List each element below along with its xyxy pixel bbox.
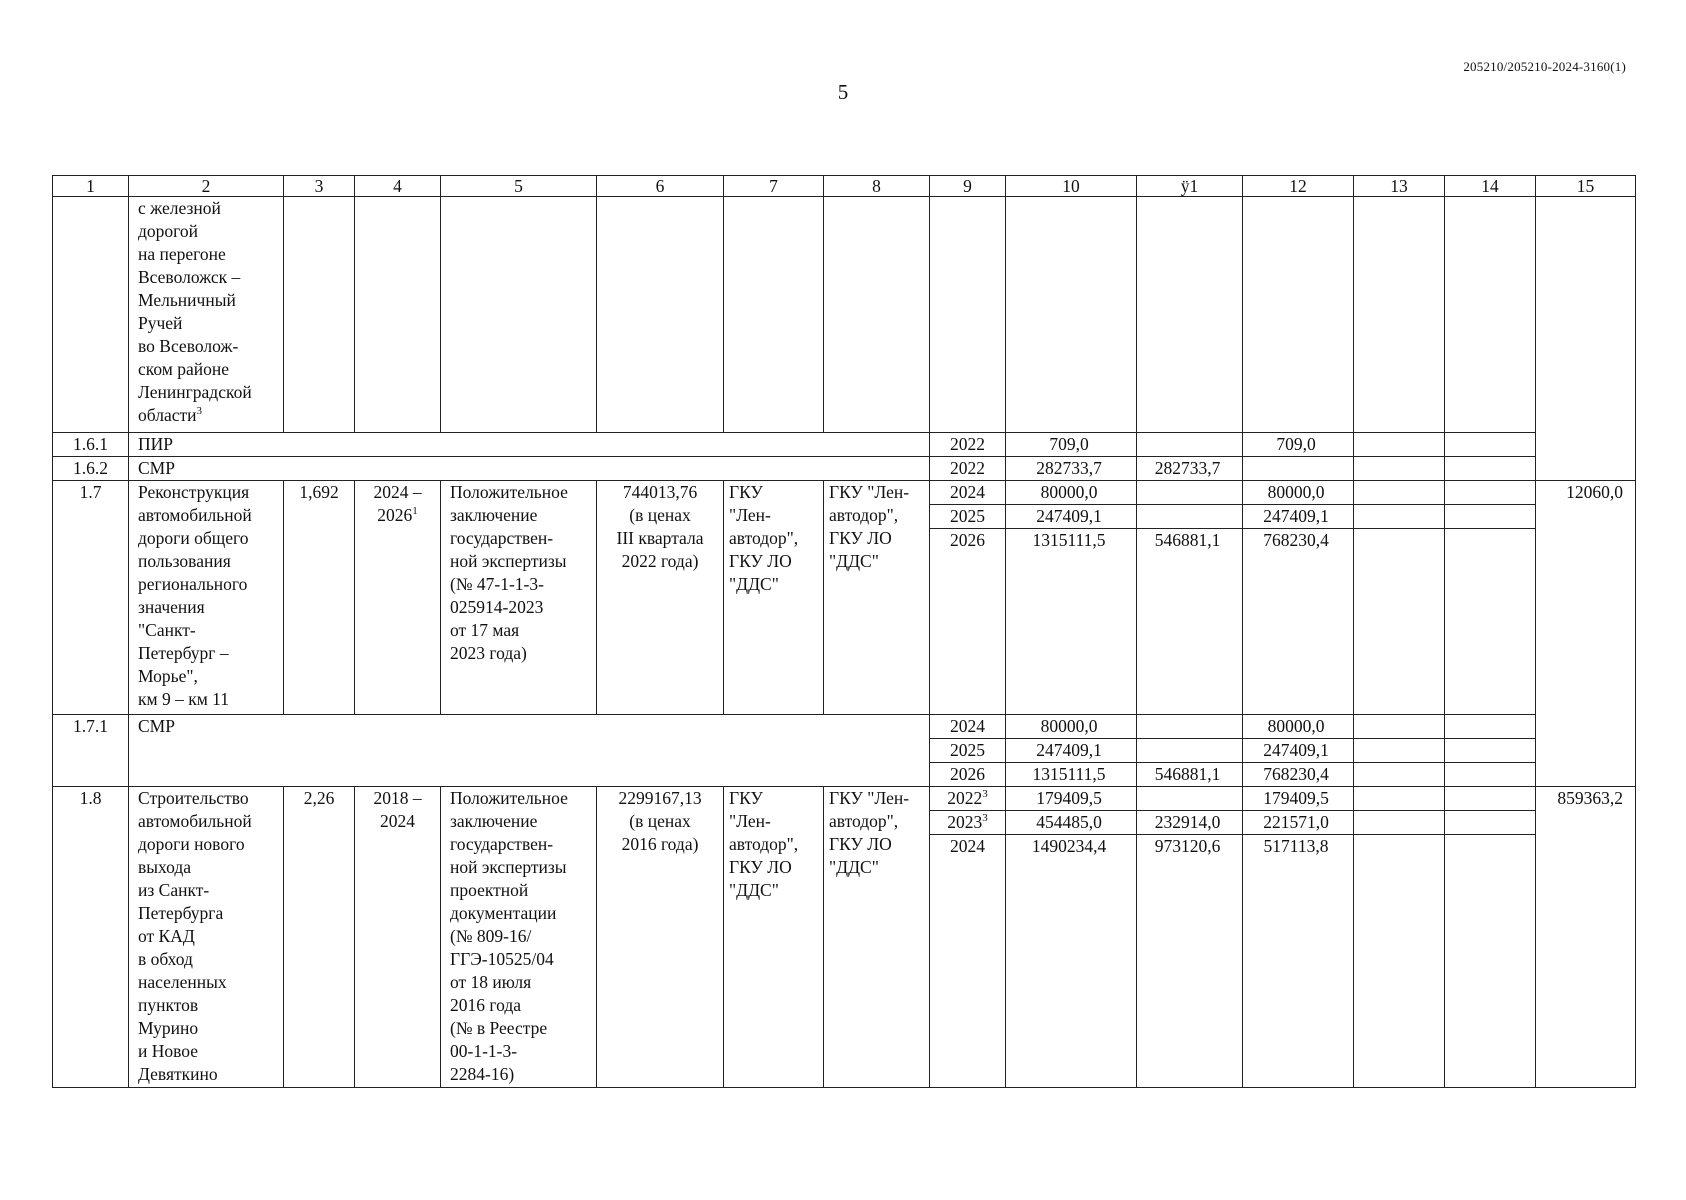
expertise-cell: Положительное заключение государствен- ной экспертизы (№ 47-1-1-3- 025914-2023 от 17 мая 2023 года) [441, 481, 597, 715]
column-12-cell: 221571,0 [1243, 811, 1354, 835]
column-11-cell: 282733,7 [1137, 457, 1243, 481]
year-cell: 2023$^3$ [930, 811, 1006, 835]
column-12-cell: 80000,0 [1243, 715, 1354, 739]
total-cell: 179409,5 [1006, 787, 1137, 811]
item-number: 1.7 [53, 481, 129, 715]
builder-cell: ГКУ "Лен- автодор", ГКУ ЛО "ДДС" [824, 481, 930, 715]
item-number: 1.6.2 [53, 457, 129, 481]
total-cell: 80000,0 [1006, 481, 1137, 505]
column-12-cell: 247409,1 [1243, 739, 1354, 763]
cost-cell: 744013,76 (в ценах III квартала 2022 года) [597, 481, 724, 715]
column-11-cell: 973120,6 [1137, 835, 1243, 1088]
table-row [53, 715, 1636, 739]
column-12-cell: 709,0 [1243, 433, 1354, 457]
expertise-cell: Положительное заключение государствен- ной экспертизы проектной документации (№ 809-16/ ГГЭ-10525/04 от 18 июля 2016 года (№ в Реестре 00-1-1-3- 2284-16) [441, 787, 597, 1088]
year-cell: 2026 [930, 529, 1006, 715]
column-12-cell [1243, 457, 1354, 481]
column-12-cell: 768230,4 [1243, 763, 1354, 787]
cost-cell: 2299167,13 (в ценах 2016 года) [597, 787, 724, 1088]
period-cell: 2024 – 2026$^1$ [355, 481, 441, 715]
column-header: ÿ1 [1137, 176, 1243, 197]
year-cell: 2022 [930, 433, 1006, 457]
column-15-cell: 12060,0 [1536, 481, 1636, 787]
column-header: 1 [53, 176, 129, 197]
column-header: 2 [129, 176, 284, 197]
column-header: 15 [1536, 176, 1636, 197]
column-11-cell [1137, 715, 1243, 739]
builder-cell: ГКУ "Лен- автодор", ГКУ ЛО "ДДС" [824, 787, 930, 1088]
column-header: 4 [355, 176, 441, 197]
column-15-cell: 859363,2 [1536, 787, 1636, 1088]
item-name: Строительство автомобильной дороги нового выхода из Санкт- Петербурга от КАД в обход населенных пунктов Мурино и Новое Девяткино [129, 787, 284, 1088]
length-cell: 2,26 [284, 787, 355, 1088]
column-11-cell [1137, 505, 1243, 529]
item-name: с железной дорогой на перегоне Всеволожск – Мельничный Ручей во Всеволож- ском районе Ленинградской области$^3$ [129, 197, 284, 433]
column-number-row [53, 176, 1636, 197]
year-cell: 2026 [930, 763, 1006, 787]
table-row [53, 787, 1636, 811]
item-name: СМР [129, 457, 930, 481]
column-header: 7 [724, 176, 824, 197]
column-15-cell [1536, 197, 1636, 481]
year-cell: 2024 [930, 715, 1006, 739]
column-12-cell: 247409,1 [1243, 505, 1354, 529]
column-header: 13 [1354, 176, 1445, 197]
total-cell: 709,0 [1006, 433, 1137, 457]
column-12-cell: 768230,4 [1243, 529, 1354, 715]
column-header: 9 [930, 176, 1006, 197]
year-cell: 2024 [930, 481, 1006, 505]
table-row [53, 433, 1636, 457]
year-cell: 2025 [930, 505, 1006, 529]
column-11-cell: 546881,1 [1137, 763, 1243, 787]
column-12-cell: 179409,5 [1243, 787, 1354, 811]
item-name: Реконструкция автомобильной дороги общего пользования регионального значения "Санкт- Петербург – Морье", км 9 – км 11 [129, 481, 284, 715]
length-cell: 1,692 [284, 481, 355, 715]
column-11-cell [1137, 481, 1243, 505]
item-name: СМР [129, 715, 930, 787]
column-12-cell: 80000,0 [1243, 481, 1354, 505]
page-number: 5 [837, 80, 849, 104]
column-11-cell: 546881,1 [1137, 529, 1243, 715]
item-number: 1.7.1 [53, 715, 129, 787]
total-cell: 282733,7 [1006, 457, 1137, 481]
document-id: 205210/205210-2024-3160(1) [1463, 59, 1626, 74]
customer-cell: ГКУ "Лен- автодор", ГКУ ЛО "ДДС" [724, 787, 824, 1088]
column-header: 6 [597, 176, 724, 197]
period-cell: 2018 – 2024 [355, 787, 441, 1088]
year-cell: 2022 [930, 457, 1006, 481]
column-11-cell [1137, 739, 1243, 763]
column-header: 8 [824, 176, 930, 197]
item-name: ПИР [129, 433, 930, 457]
total-cell: 1490234,4 [1006, 835, 1137, 1088]
table-row [53, 481, 1636, 505]
year-cell: 2024 [930, 835, 1006, 1088]
column-11-cell [1137, 787, 1243, 811]
customer-cell: ГКУ "Лен- автодор", ГКУ ЛО "ДДС" [724, 481, 824, 715]
column-12-cell: 517113,8 [1243, 835, 1354, 1088]
item-number: 1.8 [53, 787, 129, 1088]
item-number [53, 197, 129, 433]
table-row [53, 457, 1636, 481]
column-header: 5 [441, 176, 597, 197]
column-header: 10 [1006, 176, 1137, 197]
column-header: 14 [1445, 176, 1536, 197]
column-11-cell [1137, 433, 1243, 457]
column-header: 3 [284, 176, 355, 197]
table-row [53, 197, 1636, 433]
year-cell: 2025 [930, 739, 1006, 763]
total-cell: 247409,1 [1006, 739, 1137, 763]
total-cell: 454485,0 [1006, 811, 1137, 835]
investment-program-table [52, 175, 1636, 1088]
year-cell: 2022$^3$ [930, 787, 1006, 811]
total-cell: 247409,1 [1006, 505, 1137, 529]
total-cell: 1315111,5 [1006, 529, 1137, 715]
column-11-cell: 232914,0 [1137, 811, 1243, 835]
column-header: 12 [1243, 176, 1354, 197]
total-cell: 1315111,5 [1006, 763, 1137, 787]
item-number: 1.6.1 [53, 433, 129, 457]
total-cell: 80000,0 [1006, 715, 1137, 739]
